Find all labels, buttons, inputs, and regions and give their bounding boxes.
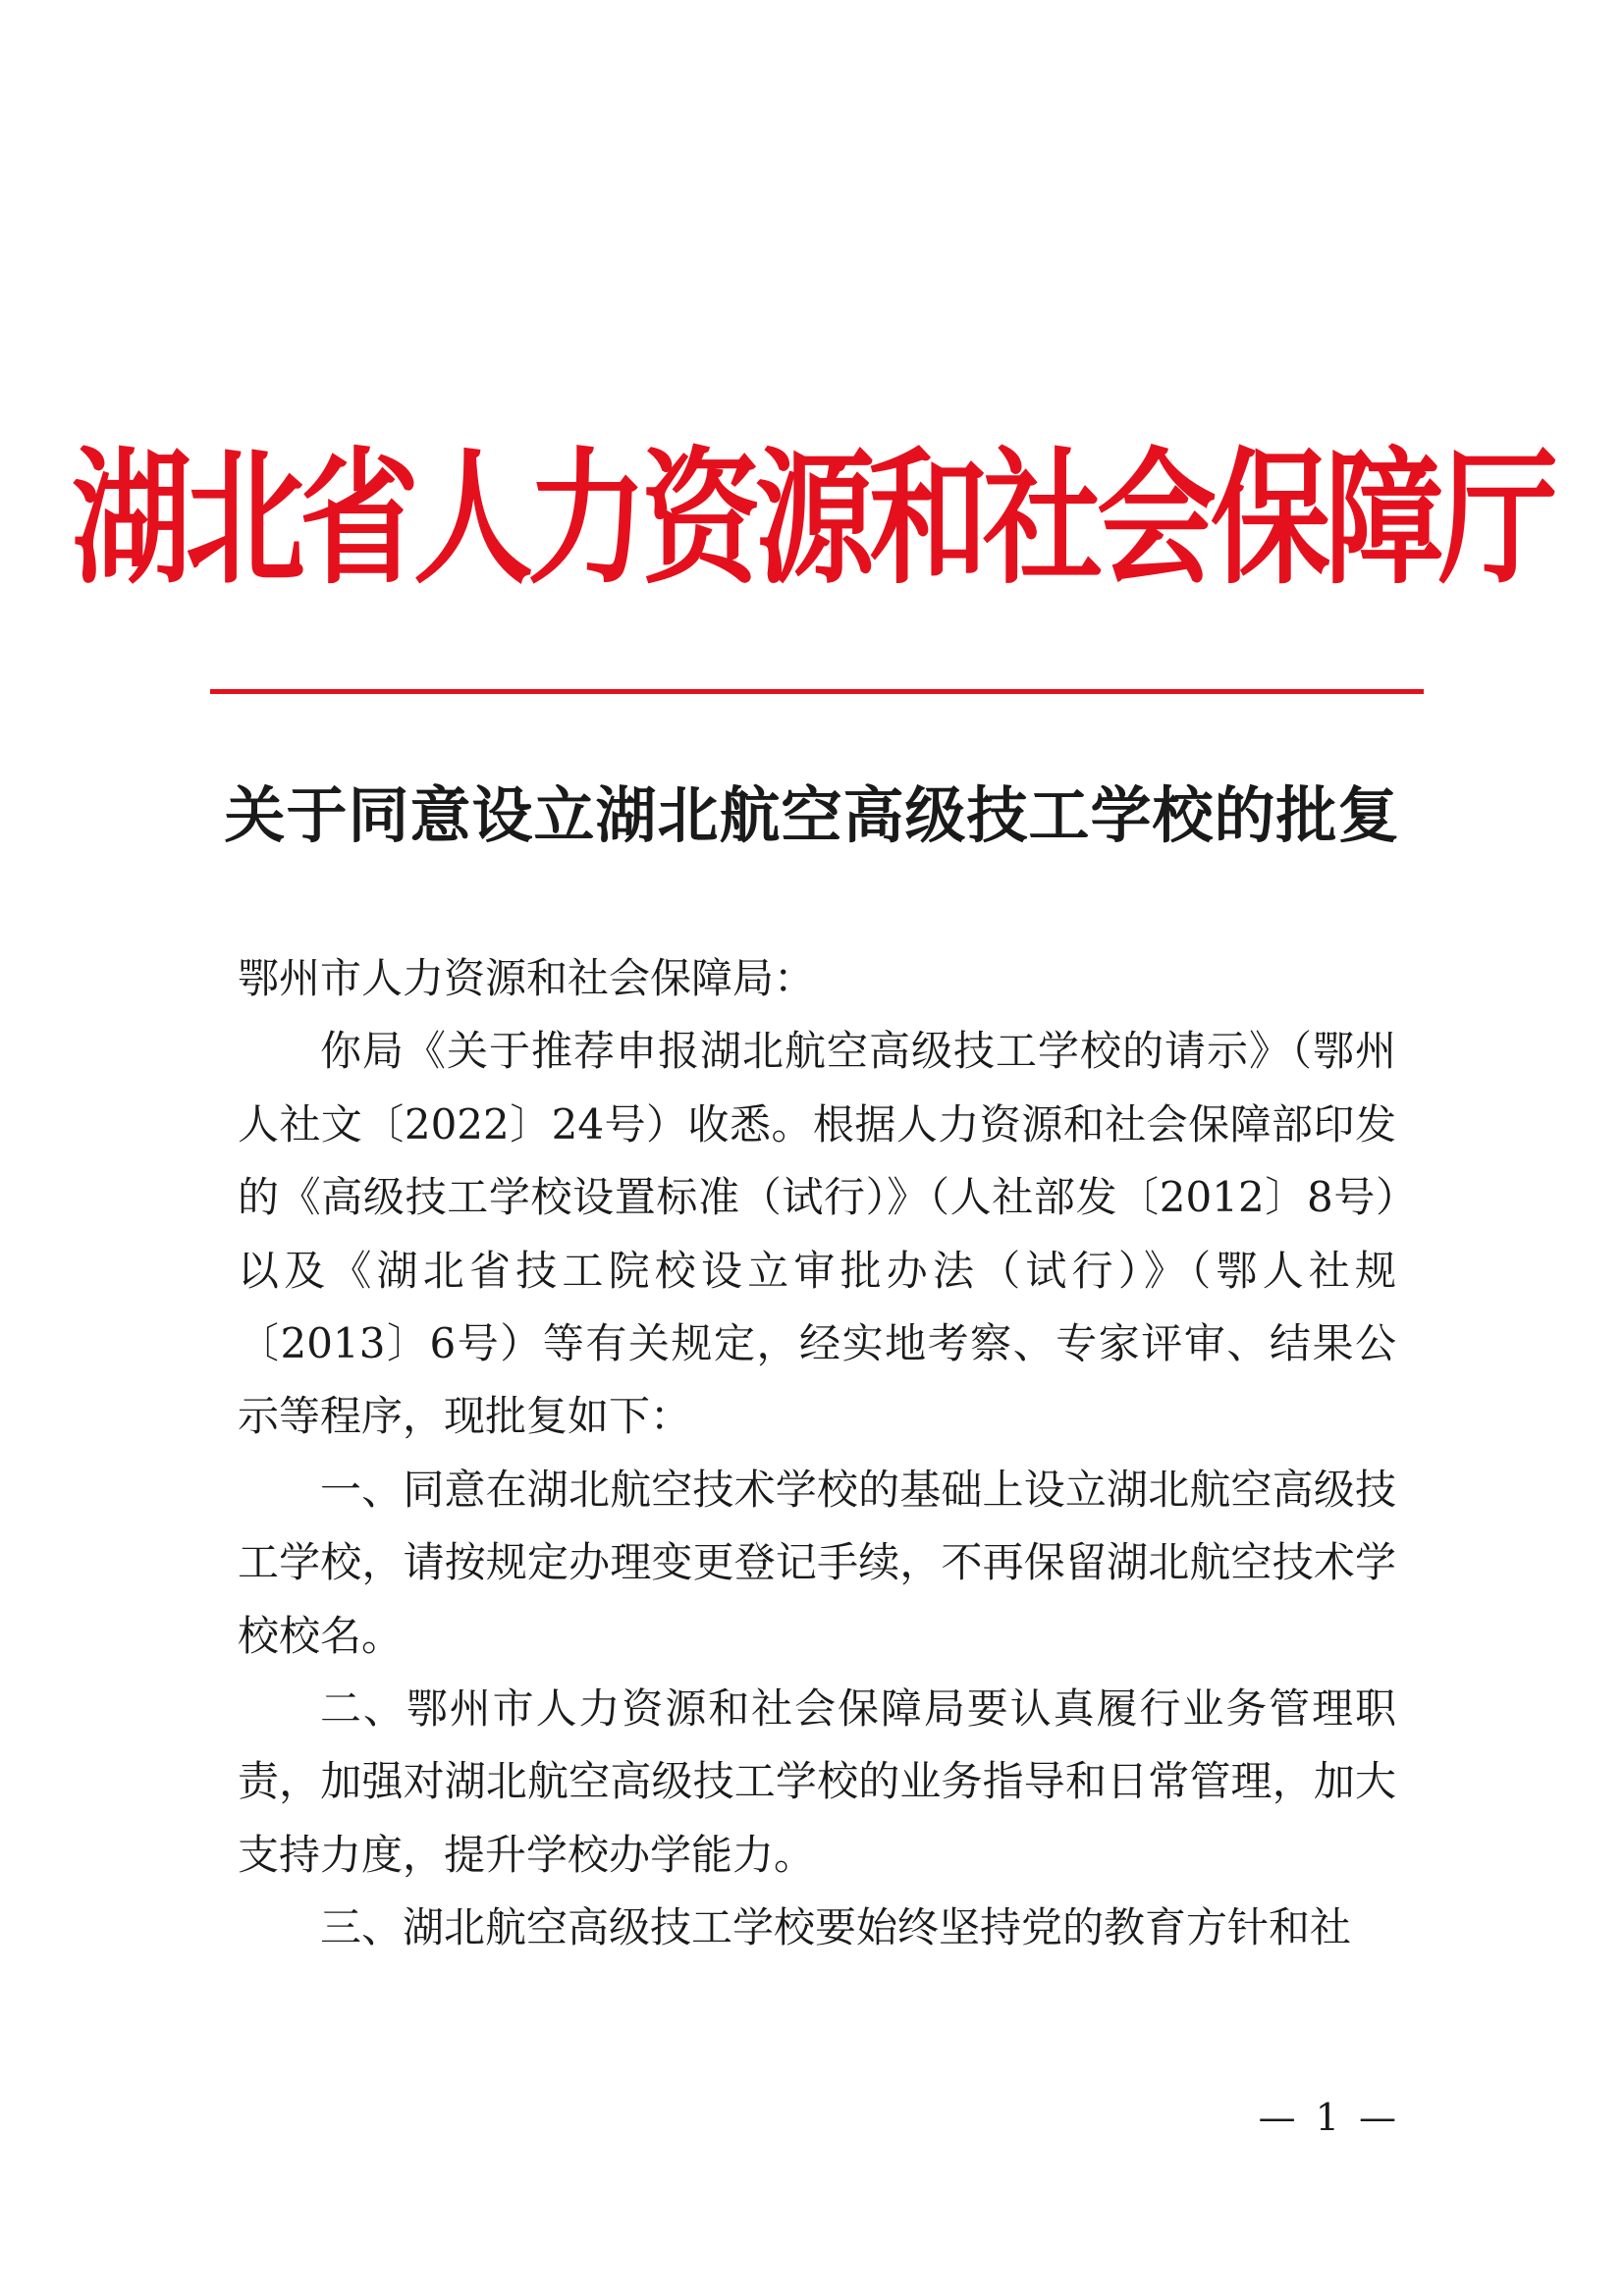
red-divider-line <box>210 689 1424 694</box>
document-title: 关于同意设立湖北航空高级技工学校的批复 <box>224 779 1400 851</box>
body-paragraph-1: 你局《关于推荐申报湖北航空高级技工学校的请示》（鄂州人社文〔2022〕24号）收悉。根据人力资源和社会保障部印发的《高级技工学校设置标准（试行）》（人社部发〔2012〕8号）以及《湖北省技工院校设立审批办法（试行）》（鄂人社规〔2013〕6号）等有关规定，经实地考察、专家评审、结果公示等程序，现批复如下： <box>238 1027 1396 1441</box>
body-paragraph-4: 三、湖北航空高级技工学校要始终坚持党的教育方针和社 <box>320 1903 1352 1952</box>
document-body <box>238 942 1396 1965</box>
body-paragraph-3: 二、鄂州市人力资源和社会保障局要认真履行业务管理职责，加强对湖北航空高级技工学校的业务指导和日常管理，加大支持力度，提升学校办学能力。 <box>238 1684 1396 1879</box>
issuer-masthead: 湖北省人力资源和社会保障厅 <box>72 431 1552 605</box>
salutation: 鄂州市人力资源和社会保障局： <box>238 954 816 1002</box>
page-number: — 1 — <box>1258 2096 1400 2139</box>
body-paragraph-2: 一、同意在湖北航空技术学校的基础上设立湖北航空高级技工学校，请按规定办理变更登记手续，不再保留湖北航空技术学校校名。 <box>238 1465 1396 1660</box>
